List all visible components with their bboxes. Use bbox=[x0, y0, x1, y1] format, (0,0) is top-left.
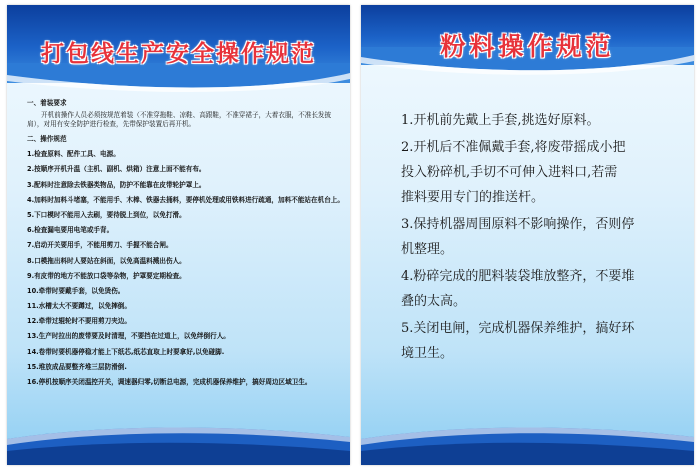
rule-item: 4.加料时加料斗堵塞，不能用手、木棒、铁器去捅料，要停机处理或用铁料进行疏通，加料不能站在机台上。 bbox=[27, 195, 344, 204]
rule-item bbox=[401, 264, 686, 314]
rule-line: 机整理。 bbox=[401, 242, 454, 257]
rule-item: 14.卷带时要机器停稳才能上下纸芯,纸芯直取上时要拿好,以免碰脚. bbox=[27, 347, 225, 356]
rule-item: 3.配料时注意除去铁器类物品，防护不能靠在皮带轮护罩上。 bbox=[27, 180, 206, 189]
left-poster bbox=[7, 5, 350, 465]
rule-line: 4.粉碎完成的肥料装袋堆放整齐，不要堆 bbox=[401, 269, 635, 284]
left-footer-wave bbox=[7, 417, 350, 465]
right-poster-title: 粉料操作规范 bbox=[440, 32, 615, 61]
right-footer-wave bbox=[361, 417, 694, 465]
rule-line: 5.关闭电闸，完成机器保养维护，搞好环 bbox=[401, 321, 635, 336]
section-title: 一、着装要求 bbox=[27, 99, 67, 107]
rule-item: 2.按顺序开机升温（主机、副机、烘箱）注意上面不能有布。 bbox=[27, 165, 206, 174]
rule-item: 12.牵带过辊轮时不要用剪刀夹边。 bbox=[27, 317, 131, 326]
rule-item: 15.堆放成品要整齐堆三层防滑倒. bbox=[27, 362, 127, 371]
section-title: 二、操作规范 bbox=[27, 135, 67, 143]
rule-line: 2.开机后不准佩戴手套,将废带摇成小把 bbox=[401, 140, 626, 155]
rule-item: 7.启动开关要用手，不能用剪刀、手握不能合闸。 bbox=[27, 241, 173, 250]
rule-item bbox=[401, 108, 686, 133]
left-poster-title: 打包线生产安全操作规范 bbox=[41, 40, 316, 67]
rule-item: 8.口模拖出料时人要站在斜面，以免高温料溅出伤人。 bbox=[27, 256, 186, 265]
left-poster-body bbox=[27, 97, 345, 387]
rule-item: 10.牵带时要戴手套，以免烫伤。 bbox=[27, 286, 125, 295]
right-poster-body bbox=[401, 108, 686, 368]
rule-item: 16.停机按顺序关闭温控开关，调速器归零,切断总电源，完成机器保养维护，搞好周边区域卫生。 bbox=[27, 378, 312, 386]
rule-item: 1.检查原料、配件工具、电源。 bbox=[27, 150, 120, 159]
rule-line: 3.保持机器周围原料不影响操作，否则停 bbox=[401, 217, 635, 232]
rule-line: 1.开机前先戴上手套,挑选好原料。 bbox=[401, 113, 600, 128]
rule-line: 境卫生。 bbox=[401, 346, 454, 361]
rule-line: 推料要用专门的推送杆。 bbox=[401, 190, 545, 205]
rule-item: 5.下口模时不能用入去刷，要待脱上到位，以免打滑。 bbox=[27, 210, 186, 219]
rule-item: 11.水槽太大不要蹲过，以免摔倒。 bbox=[27, 302, 131, 311]
rule-item: 6.检查漏电要用电笔或手背。 bbox=[27, 226, 114, 235]
rule-line: 叠的太高。 bbox=[401, 294, 467, 309]
rule-item: 13.生产时拉出的废带要及时清理，不要挡在过道上，以免绊倒行人。 bbox=[27, 332, 230, 341]
rule-item: 9.有皮带的地方不能放口袋等杂物，护罩要定期检查。 bbox=[27, 271, 186, 280]
rule-item bbox=[401, 135, 686, 210]
section-paragraph: 开机前操作人员必须按规范着装（不准穿拖鞋、凉鞋、高跟鞋，不准穿裙子，大着衣服，不准长发披肩），对用有安全防护进行检查，先带保护装置后再开机。 bbox=[27, 111, 332, 128]
rule-item bbox=[401, 316, 686, 366]
rule-line: 投入粉碎机,手切不可伸入进料口,若需 bbox=[401, 165, 618, 180]
rule-item bbox=[401, 212, 686, 262]
right-poster bbox=[361, 5, 694, 465]
